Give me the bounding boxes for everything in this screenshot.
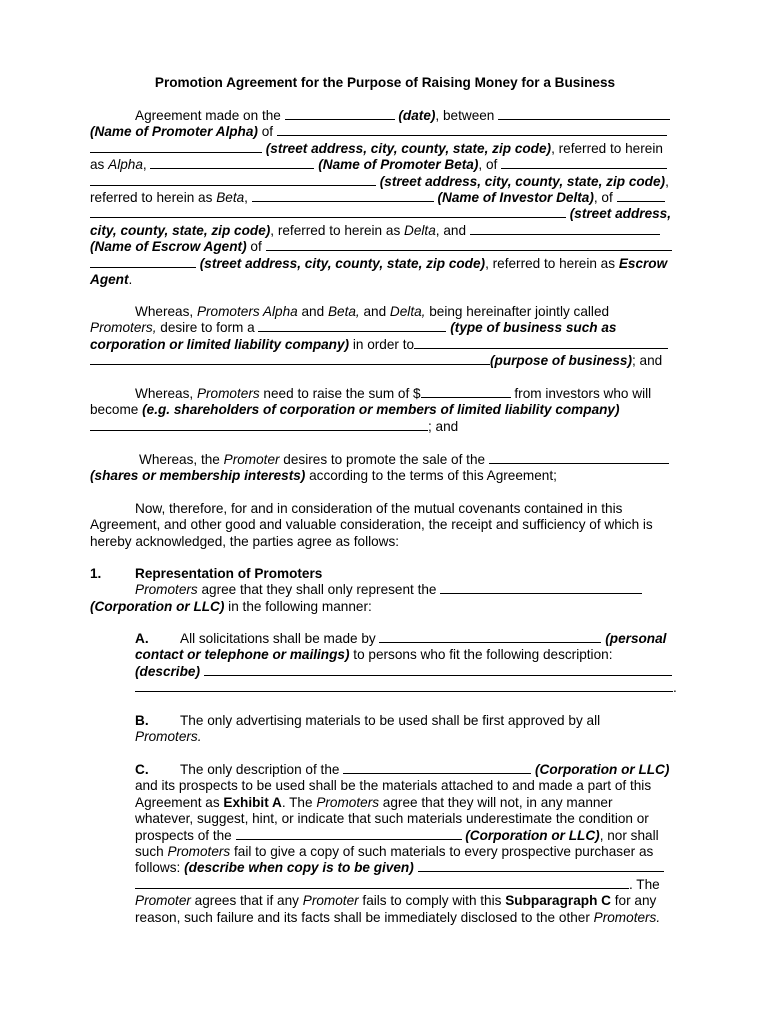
whereas-paragraph-2: Whereas, Promoters need to raise the sum of $ from investors who will become (e.g. shareholders of corporation or members of limited liability company) ; and xyxy=(90,386,652,434)
investor-delta-address-line[interactable] xyxy=(90,206,566,218)
section-1-heading: Representation of Promoters xyxy=(135,566,323,581)
promoter-beta-address-blank[interactable] xyxy=(501,157,667,169)
document-title: Promotion Agreement for the Purpose of Raising Money for a Business xyxy=(154,75,616,90)
intro-paragraph: Agreement made on the (date), between (Name of Promoter Alpha) of (street address, city, county, state, zip code), referred to herein as Alpha, (Name of Promoter Beta), of (street address, city, county, state, zip code), referred to herein as Beta, (Name of Investor Delta), of (street address, city, county, state, zip code), referred to herein as Delta, and (Name of Escrow Agent) of (street address, city, county, state, zip code), referred to herein as Escrow Agent. xyxy=(90,108,672,288)
consideration-paragraph: Now, therefore, for and in consideration of the mutual covenants contained in this Agreement, and other good and valuable consideration, the receipt and sufficiency of which is hereby acknowledged, the parties agree as follows: xyxy=(90,501,653,549)
sum-amount-blank[interactable] xyxy=(421,386,511,398)
subparagraph-c: C. The only description of the (Corporation or LLC) and its prospects to be used shall be the materials attached to and made a part of this Agreement as Exhibit A. The Promoters agree that they will not, in any manner whatever, suggest, hint, or indicate that such materials underestimate the condition or prospects of the (Corporation or LLC), nor shall such Promoters fail to give a copy of such materials to every prospective purchaser as follows: (describe when copy is to be given) . The Promoter agrees that if any Promoter fails to comply with this Subparagraph C for any reason, such failure and its facts shall be immediately disclosed to the other Promoters. xyxy=(135,762,670,925)
investor-delta-name-blank[interactable] xyxy=(252,190,434,202)
subparagraph-b: B. The only advertising materials to be used shall be first approved by all Promoters. xyxy=(135,713,601,745)
investor-delta-address-blank[interactable] xyxy=(617,190,665,202)
description-line[interactable] xyxy=(135,680,673,692)
corporation-llc-blank-1[interactable] xyxy=(440,582,642,594)
business-type-blank[interactable] xyxy=(258,320,446,332)
copy-timing-blank[interactable] xyxy=(418,860,664,872)
section-1-number: 1. xyxy=(90,566,102,581)
escrow-agent-name-blank[interactable] xyxy=(470,223,660,235)
section-1: 1. Representation of Promoters Promoters agree that they shall only represent the (Corporation or LLC) in the following manner: xyxy=(90,566,680,615)
date-blank[interactable] xyxy=(285,108,395,120)
investors-blank[interactable] xyxy=(90,419,428,431)
business-purpose-line[interactable] xyxy=(90,353,490,365)
copy-timing-line[interactable] xyxy=(135,877,629,889)
promoter-beta-address-line[interactable] xyxy=(90,174,376,186)
escrow-agent-name-line[interactable] xyxy=(266,239,672,251)
corporation-llc-blank-2[interactable] xyxy=(343,762,531,774)
promoter-beta-name-blank[interactable] xyxy=(150,157,314,169)
whereas-paragraph-3: Whereas, the Promoter desires to promote the sale of the (shares or membership interests) according to the terms of this Agreement; xyxy=(90,452,680,485)
corporation-llc-blank-3[interactable] xyxy=(236,828,462,840)
business-purpose-blank[interactable] xyxy=(414,337,668,349)
subparagraph-a: A. All solicitations shall be made by (personal contact or telephone or mailings) to persons who fit the following description: (describe) . xyxy=(135,631,677,696)
promoter-alpha-name-line[interactable] xyxy=(277,124,667,136)
whereas-paragraph-1: Whereas, Promoters Alpha and Beta, and Delta, being hereinafter jointly called Promoters, desire to form a (type of business such as corporation or limited liability company) in order to (purpose of business); and xyxy=(90,304,680,370)
shares-blank[interactable] xyxy=(489,452,669,464)
promoter-alpha-address-blank[interactable] xyxy=(90,141,262,153)
escrow-agent-address-blank[interactable] xyxy=(90,256,196,268)
solicitation-method-blank[interactable] xyxy=(379,631,601,643)
promoter-alpha-name-blank[interactable] xyxy=(498,108,670,120)
description-blank[interactable] xyxy=(204,664,672,676)
